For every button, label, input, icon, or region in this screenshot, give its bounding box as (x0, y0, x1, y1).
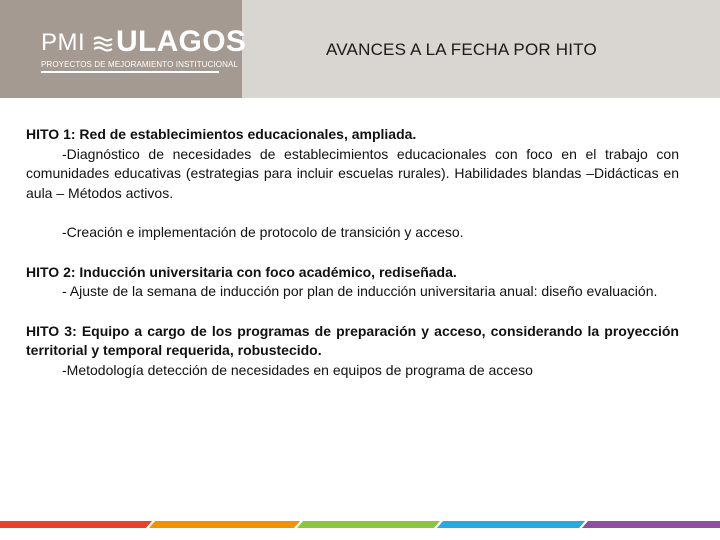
logo-name: ULAGOS (116, 25, 247, 58)
color-stripe (0, 521, 720, 528)
stripe-segment-blue (437, 521, 585, 528)
logo-subtitle: PROYECTOS DE MEJORAMIENTO INSTITUCIONAL (41, 60, 238, 69)
header-bar (0, 0, 720, 98)
hito-3-item-1: -Metodología detección de necesidades en equipos de programa de acceso (62, 361, 533, 378)
page-title: AVANCES A LA FECHA POR HITO (326, 40, 597, 59)
stripe-segment-orange (149, 521, 300, 528)
logo (0, 0, 247, 98)
hito-1-item-1: -Diagnóstico de necesidades de establecimientos educacionales con foco en el trabajo con comunidades educativas (estrategias para incluir escuelas rurales). Habilidades blandas –Didácticas en aula – Métodos activos. (26, 145, 679, 201)
hito-3-heading (26, 322, 679, 361)
stripe-segment-purple (582, 521, 720, 528)
waves-icon (93, 36, 113, 52)
stripe-segment-red (0, 521, 152, 528)
spacer (26, 302, 679, 322)
hito-2-item-1: - Ajuste de la semana de inducción por plan de inducción universitaria anual: diseño evaluación. (62, 283, 658, 299)
hito-2-heading (26, 263, 679, 283)
hito-1-item-2: -Creación e implementación de protocolo de transición y acceso. (62, 224, 464, 240)
hito-1-label: HITO 1: (26, 126, 76, 142)
hito-2-label: HITO 2: (26, 263, 76, 280)
logo-prefix: PMI (41, 29, 86, 56)
content-body (26, 125, 679, 380)
spacer (26, 203, 679, 223)
stripe-segment-green (297, 521, 440, 528)
hito-2-title: Inducción universitaria con foco académico, rediseñada. (79, 263, 457, 280)
spacer (26, 243, 679, 263)
hito-3-title: Equipo a cargo de los programas de preparación y acceso, considerando la proyección territorial y temporal requerida, robustecido. (26, 322, 679, 358)
hito-1-heading (26, 125, 679, 145)
hito-1-title: Red de establecimientos educacionales, ampliada. (79, 126, 417, 142)
hito-3-label: HITO 3: (26, 322, 77, 339)
logo-underline (41, 71, 219, 73)
